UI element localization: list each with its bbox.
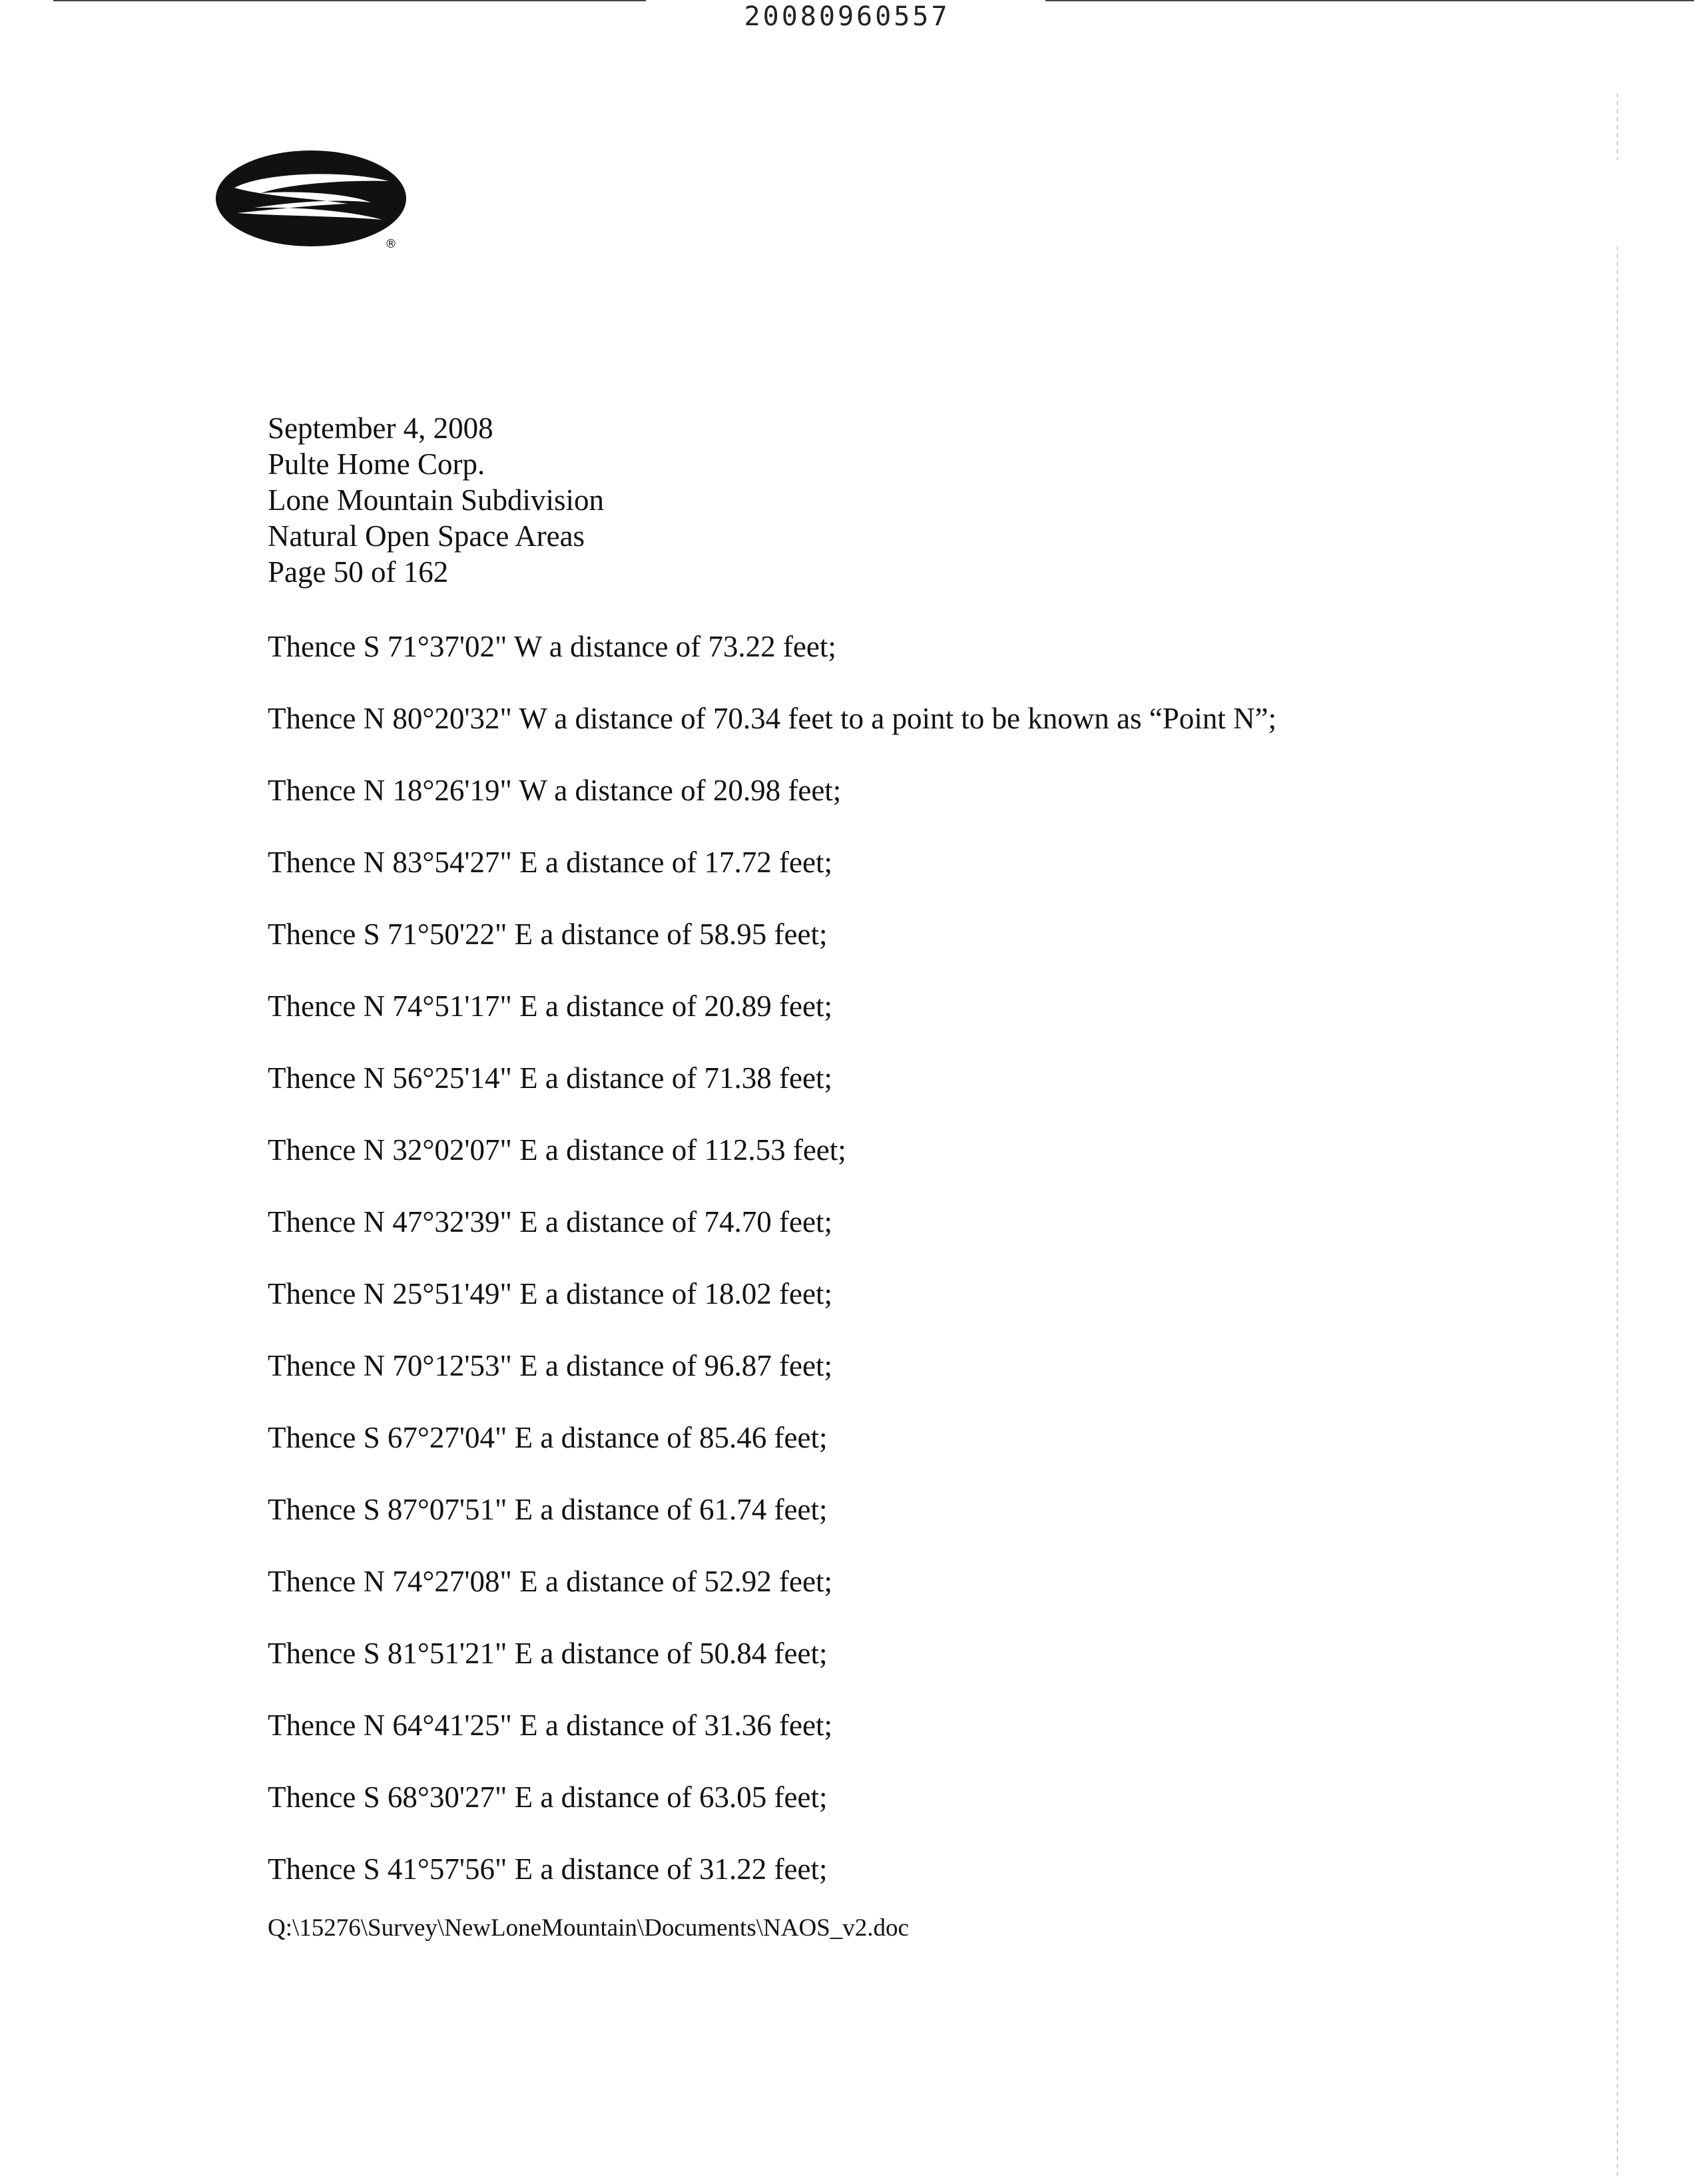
survey-call: Thence N 70°12'53" E a distance of 96.87 feet; <box>268 1349 832 1382</box>
company-s-logo <box>214 146 414 253</box>
subdivision-name: Lone Mountain Subdivision <box>268 483 604 517</box>
survey-call: Thence S 87°07'51" E a distance of 61.74 feet; <box>268 1493 828 1526</box>
survey-call: Thence N 56°25'14" E a distance of 71.38 feet; <box>268 1061 832 1095</box>
page-number: Page 50 of 162 <box>268 555 449 589</box>
survey-call: Thence N 32°02'07" E a distance of 112.53 feet; <box>268 1133 846 1167</box>
registered-mark: ® <box>385 237 397 251</box>
survey-call: Thence N 74°51'17" E a distance of 20.89 feet; <box>268 989 832 1023</box>
survey-call: Thence N 25°51'49" E a distance of 18.02 feet; <box>268 1277 832 1310</box>
scan-edge-mark <box>1617 93 1618 160</box>
survey-calls-list <box>268 629 1276 1923</box>
survey-call: Thence S 41°57'56" E a distance of 31.22 feet; <box>268 1852 828 1886</box>
survey-call: Thence S 71°37'02" W a distance of 73.22 feet; <box>268 630 836 663</box>
company-name: Pulte Home Corp. <box>268 447 485 481</box>
survey-call: Thence N 80°20'32" W a distance of 70.34 feet to a point to be known as “Point N”; <box>268 702 1276 735</box>
footer-file-path: Q:\15276\Survey\NewLoneMountain\Documents\NAOS_v2.doc <box>268 1914 909 1942</box>
survey-call: Thence S 71°50'22" E a distance of 58.95 feet; <box>268 918 828 951</box>
survey-call: Thence S 68°30'27" E a distance of 63.05 feet; <box>268 1780 828 1814</box>
survey-call: Thence N 64°41'25" E a distance of 31.36 feet; <box>268 1709 832 1742</box>
survey-call: Thence N 83°54'27" E a distance of 17.72 feet; <box>268 846 832 879</box>
letterhead-block <box>268 410 604 590</box>
survey-call: Thence N 18°26'19" W a distance of 20.98 feet; <box>268 774 842 807</box>
scan-edge-mark <box>1617 246 1618 2177</box>
letter-date: September 4, 2008 <box>268 411 493 445</box>
survey-call: Thence N 47°32'39" E a distance of 74.70 feet; <box>268 1205 832 1238</box>
survey-call: Thence S 81°51'21" E a distance of 50.84 feet; <box>268 1637 828 1670</box>
document-number: 20080960557 <box>744 1 950 32</box>
survey-call: Thence S 67°27'04" E a distance of 85.46 feet; <box>268 1421 828 1454</box>
survey-call: Thence N 74°27'08" E a distance of 52.92 feet; <box>268 1565 832 1598</box>
document-subject: Natural Open Space Areas <box>268 519 585 553</box>
